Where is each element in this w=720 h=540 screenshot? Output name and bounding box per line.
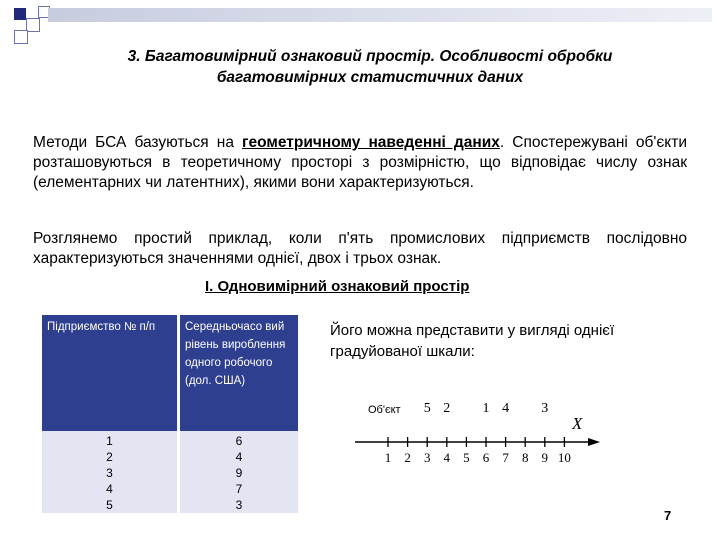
- cell-value: 7: [179, 481, 299, 497]
- column-header-enterprise: Підприємство № п/п: [42, 315, 179, 431]
- scale-tick-label: 5: [463, 450, 470, 465]
- object-markers: [424, 401, 549, 416]
- scale-tick-label: 2: [404, 450, 411, 465]
- decor-square-icon: [14, 8, 26, 20]
- table-row: [42, 465, 298, 481]
- table-row: [42, 431, 298, 449]
- top-decor-bar: [48, 8, 712, 22]
- geometric-representation-term: геометричному наведенні даних: [242, 134, 500, 151]
- object-marker: 4: [502, 401, 510, 416]
- enterprise-table: [42, 315, 298, 513]
- paragraph-methods-start: Методи БСА базуються на: [33, 134, 243, 151]
- scale-tick-label: 7: [502, 450, 509, 465]
- column-header-output: Середньочасо вий рівень вироблення одного робочого (дол. США): [179, 315, 299, 431]
- cell-id: 5: [42, 497, 179, 513]
- object-marker: 1: [482, 401, 490, 416]
- object-marker: 2: [443, 401, 451, 416]
- cell-value: 9: [179, 465, 299, 481]
- table-row: [42, 481, 298, 497]
- cell-id: 4: [42, 481, 179, 497]
- scale-tick-label: 1: [384, 450, 392, 465]
- section-heading: І. Одновимірний ознаковий простір: [205, 278, 470, 295]
- scale-tick-label: 4: [443, 450, 451, 465]
- cell-id: 2: [42, 449, 179, 465]
- axis-ticks: [385, 437, 571, 465]
- paragraph-methods: [33, 133, 687, 193]
- cell-value: 4: [179, 449, 299, 465]
- slide-title: [60, 46, 680, 88]
- scale-tick-label: 8: [521, 450, 529, 465]
- scale-tick-label: 10: [557, 450, 571, 465]
- cell-value: 3: [179, 497, 299, 513]
- axis-arrow-icon: [588, 438, 600, 446]
- table-row: [42, 497, 298, 513]
- title-line-1: 3. Багатовимірний ознаковий простір. Особливості обробки: [127, 48, 613, 65]
- paragraph-methods-end: . Спостережувані об'єкти розташовуються в теоретичному просторі з розмірністю, що відповідає числу ознак (елементарних чи латентних), якими вони характеризуються.: [33, 134, 687, 191]
- axis-label: X: [572, 414, 583, 433]
- cell-id: 3: [42, 465, 179, 481]
- scale-tick-label: 3: [423, 450, 431, 465]
- scale-description: Його можна представити у вигляді однієї градуйованої шкали:: [330, 322, 615, 360]
- table-row: [42, 449, 298, 465]
- scale-tick-label: 9: [541, 450, 549, 465]
- object-marker: 3: [541, 401, 549, 416]
- scale-tick-label: 6: [482, 450, 490, 465]
- cell-value: 6: [179, 431, 299, 449]
- object-marker: 5: [423, 401, 431, 416]
- title-line-2: багатовимірних статистичних даних: [216, 69, 524, 86]
- object-label: Об'єкт: [368, 404, 401, 416]
- page-number: 7: [664, 508, 672, 523]
- decor-square-icon: [26, 18, 40, 32]
- decor-square-icon: [14, 30, 28, 44]
- cell-id: 1: [42, 431, 179, 449]
- graduated-scale: [350, 395, 620, 475]
- paragraph-example: Розглянемо простий приклад, коли п'ять промислових підприємств послідовно характеризуються значеннями однієї, двох і трьох ознак.: [33, 230, 687, 267]
